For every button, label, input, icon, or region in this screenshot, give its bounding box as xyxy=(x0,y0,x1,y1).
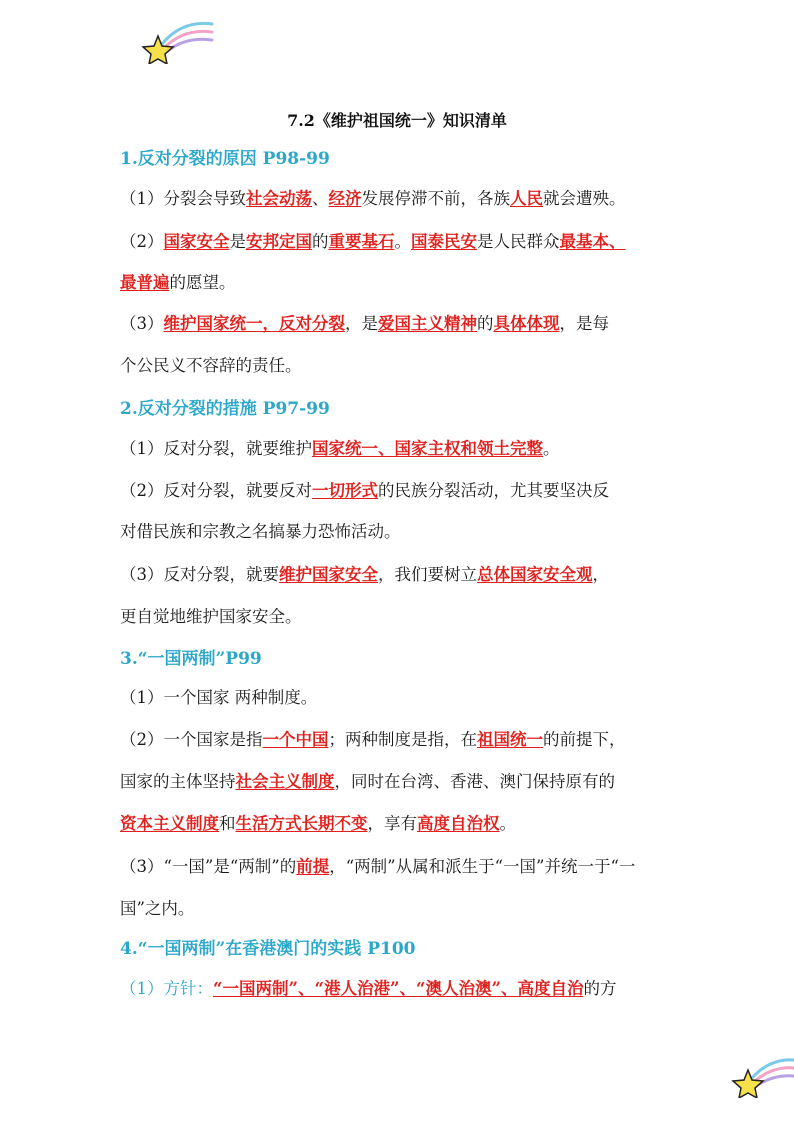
text-segment: 的愿望。 xyxy=(169,273,236,292)
highlighted-term: 安邦定国 xyxy=(246,232,312,251)
text-segment: （1）方针： xyxy=(120,979,213,998)
text-line xyxy=(120,856,635,878)
text-segment: ，我们要树立 xyxy=(378,565,477,584)
text-segment: （3） xyxy=(120,314,164,333)
text-line xyxy=(120,231,626,253)
text-segment: 的民族分裂活动，尤其要坚决反 xyxy=(378,481,609,500)
text-line xyxy=(120,521,401,543)
text-segment: 。 xyxy=(499,814,516,833)
text-segment: 发展停滞不前，各族 xyxy=(361,189,510,208)
text-line xyxy=(120,606,302,628)
highlighted-term: 一切形式 xyxy=(312,481,378,500)
text-segment: （3）反对分裂，就要 xyxy=(120,565,279,584)
text-segment: 。 xyxy=(543,439,560,458)
text-segment: （3）“一国”是“两制”的 xyxy=(120,857,297,876)
highlighted-term: 维护国家安全 xyxy=(279,565,378,584)
text-segment: 个公民义不容辞的责任。 xyxy=(120,356,302,375)
highlighted-term: 社会动荡 xyxy=(246,189,312,208)
page-title: 7.2《维护祖国统一》知识清单 xyxy=(287,111,507,130)
text-segment: 的方 xyxy=(583,979,617,998)
text-segment: 更自觉地维护国家安全。 xyxy=(120,607,302,626)
text-segment: 就会遭殃。 xyxy=(543,189,626,208)
text-line xyxy=(120,313,609,335)
section-heading: 3.“一国两制”P99 xyxy=(120,649,262,669)
text-segment: ， xyxy=(592,565,609,584)
text-segment: （1）一个国家 两种制度。 xyxy=(120,688,318,707)
text-line xyxy=(120,978,616,1000)
text-line xyxy=(120,272,236,294)
text-line xyxy=(120,729,626,751)
text-line xyxy=(120,687,317,709)
shooting-star-icon xyxy=(138,14,214,64)
text-segment: 是 xyxy=(229,232,246,251)
text-line xyxy=(120,564,609,586)
highlighted-term: 国家安全 xyxy=(163,232,230,251)
text-segment: ，“两制”从属和派生于“一国”并统一于“一 xyxy=(329,857,636,876)
text-segment: （1）分裂会导致 xyxy=(120,189,246,208)
text-line xyxy=(120,480,609,502)
section-heading: 2.反对分裂的措施 P97-99 xyxy=(120,399,330,419)
text-segment: 的 xyxy=(312,232,329,251)
text-segment: ，是每 xyxy=(559,314,609,333)
text-segment: 国”之内。 xyxy=(120,899,195,918)
text-segment: （2） xyxy=(120,232,164,251)
highlighted-term: 社会主义制度 xyxy=(235,772,335,791)
text-segment: 的前提下， xyxy=(543,730,626,749)
highlighted-term: 总体国家安全观 xyxy=(477,565,593,584)
text-line xyxy=(120,188,626,210)
highlighted-term: 维护国家统一，反对分裂 xyxy=(163,314,345,333)
highlighted-term: 重要基石 xyxy=(328,232,395,251)
highlighted-term: 高度自治权 xyxy=(417,814,500,833)
highlighted-term: 具体体现 xyxy=(493,314,560,333)
highlighted-term: 一个中国 xyxy=(262,730,329,749)
text-segment: （2）反对分裂，就要反对 xyxy=(120,481,312,500)
text-line xyxy=(120,813,516,835)
highlighted-term: 人民 xyxy=(510,189,543,208)
text-segment: （2）一个国家是指 xyxy=(120,730,263,749)
highlighted-term: 最基本、 xyxy=(559,232,626,251)
highlighted-term: 最普遍 xyxy=(120,273,170,292)
highlighted-term: 经济 xyxy=(328,189,362,208)
text-segment: 。 xyxy=(394,232,411,251)
text-segment: 是人民群众 xyxy=(477,232,560,251)
highlighted-term: 生活方式长期不变 xyxy=(235,814,368,833)
highlighted-term: “一国两制”、“港人治港”、“澳人治澳”、高度自治 xyxy=(213,979,584,998)
text-segment: ，同时在台湾、香港、澳门保持原有的 xyxy=(334,772,615,791)
text-line xyxy=(120,771,615,793)
shooting-star-icon xyxy=(730,1052,794,1098)
text-segment: 的 xyxy=(477,314,494,333)
text-segment: ；两种制度是指，在 xyxy=(328,730,477,749)
section-heading: 1.反对分裂的原因 P98-99 xyxy=(120,149,330,169)
highlighted-term: 国泰民安 xyxy=(411,232,477,251)
text-segment: ，享有 xyxy=(367,814,417,833)
highlighted-term: 祖国统一 xyxy=(477,730,543,749)
text-segment: 国家的主体坚持 xyxy=(120,772,236,791)
text-segment: 对借民族和宗教之名搞暴力恐怖活动。 xyxy=(120,522,401,541)
text-segment: 和 xyxy=(219,814,236,833)
text-segment: （1）反对分裂，就要维护 xyxy=(120,439,312,458)
text-line xyxy=(120,355,302,377)
text-segment: ，是 xyxy=(345,314,378,333)
text-line xyxy=(120,898,194,920)
highlighted-term: 前提 xyxy=(296,857,330,876)
highlighted-term: 爱国主义精神 xyxy=(378,314,477,333)
highlighted-term: 国家统一、国家主权和领土完整 xyxy=(312,439,543,458)
highlighted-term: 资本主义制度 xyxy=(120,814,219,833)
text-line xyxy=(120,438,560,460)
section-heading: 4.“一国两制”在香港澳门的实践 P100 xyxy=(120,939,416,959)
text-segment: 、 xyxy=(312,189,329,208)
